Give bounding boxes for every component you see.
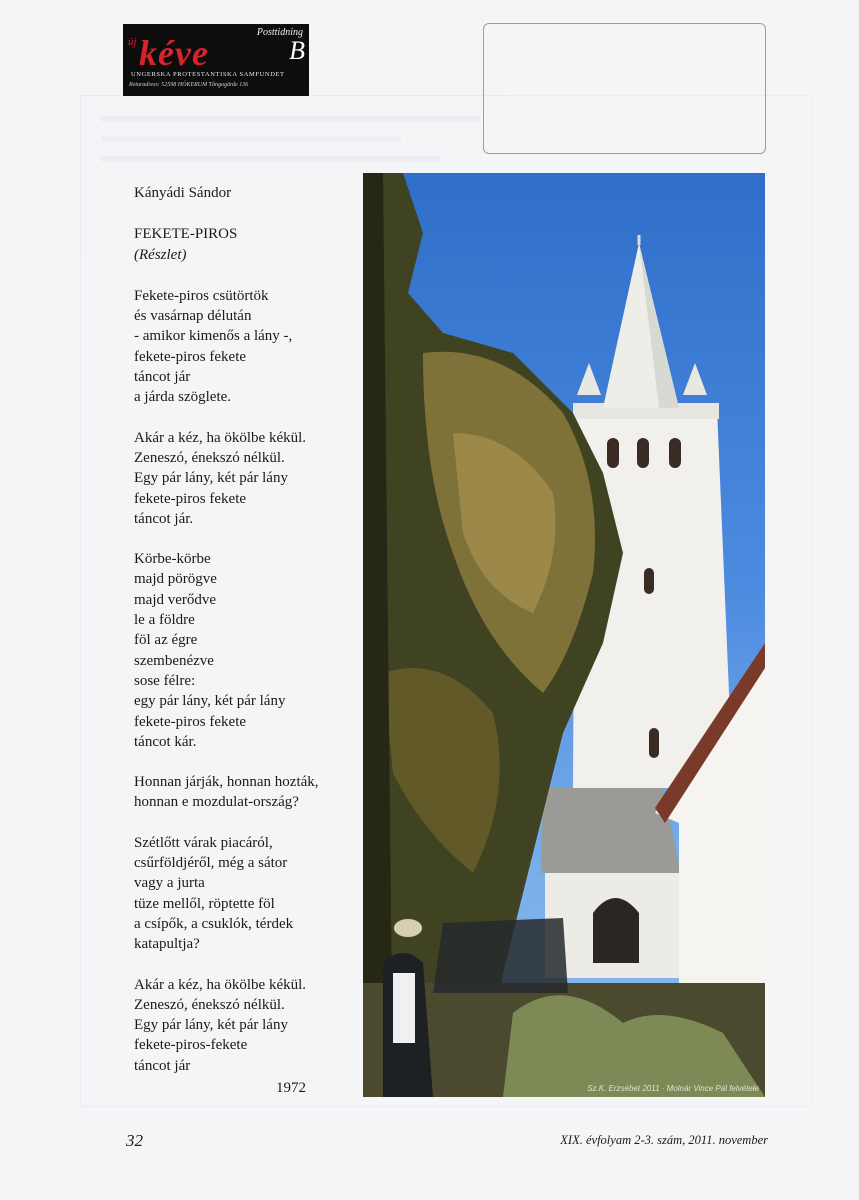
photo-caption: Sz.K. Erzsébet 2011 · Molnár Vince Pál felvétele <box>587 1084 759 1093</box>
poem-line: táncot jár <box>134 369 191 386</box>
logo-keve: kéve <box>139 33 209 73</box>
poem-line: Egy pár lány, két pár lány <box>134 470 288 487</box>
poem-line: majd verődve <box>134 591 217 608</box>
poem-line: Egy pár lány, két pár lány <box>134 1017 288 1034</box>
poem-line: Szétlőtt várak piacáról, <box>134 834 273 851</box>
poem-line: fekete-piros-fekete <box>134 1037 248 1054</box>
logo-organization: UNGERSKA PROTESTANTISKA SAMFUNDET <box>131 71 285 78</box>
logo-return-address: Returadress: 52598 HÖKERUM Tångagärde 136 <box>129 82 249 88</box>
poem-stanza <box>134 833 359 955</box>
poem-line: táncot jár <box>134 1057 191 1074</box>
poem-line: sose félre: <box>134 672 196 689</box>
poem-line: Zeneszó, énekszó nélkül. <box>134 996 285 1013</box>
footer-issue-info: XIX. évfolyam 2-3. szám, 2011. november <box>560 1133 768 1147</box>
uj-keve-logo <box>123 24 309 96</box>
church-tower-photo <box>363 173 765 1097</box>
poem-line: Akár a kéz, ha ökölbe kékül. <box>134 429 307 446</box>
poem-line: katapultja? <box>134 936 200 953</box>
poem-line: fekete-piros fekete <box>134 348 247 365</box>
poem-stanza <box>134 428 359 529</box>
poem-line: táncot jár. <box>134 510 194 527</box>
poem-line: le a földre <box>134 612 195 629</box>
poem-line: fekete-piros fekete <box>134 490 247 507</box>
poem-line: föl az égre <box>134 632 198 649</box>
poem-subtitle: (Részlet) <box>134 246 187 263</box>
poem-line: honnan e mozdulat-ország? <box>134 794 299 811</box>
poem-line: Körbe-körbe <box>134 551 211 568</box>
poem-stanza <box>134 975 359 1076</box>
poem-line: Zeneszó, énekszó nélkül. <box>134 449 285 466</box>
poem <box>134 183 359 1096</box>
logo-b-letter: B <box>289 36 305 65</box>
porch-arch <box>593 898 639 963</box>
poem-line: Akár a kéz, ha ökölbe kékül. <box>134 976 307 993</box>
poem-stanza <box>134 549 359 752</box>
poem-line: és vasárnap délután <box>134 308 252 325</box>
poem-line: egy pár lány, két pár lány <box>134 693 286 710</box>
poem-stanzas <box>134 286 359 1076</box>
poem-title: FEKETE-PIROS <box>134 226 238 243</box>
poem-line: a csípők, a csuklók, térdek <box>134 915 294 932</box>
poem-stanza <box>134 286 359 408</box>
church-photo-illustration <box>363 173 765 1097</box>
poem-line: tüze mellől, röptette föl <box>134 895 275 912</box>
logo-posttidning: Posttidning <box>256 27 303 38</box>
poem-line: csűrföldjéről, még a sátor <box>134 855 288 872</box>
poem-stanza <box>134 772 359 813</box>
poem-line: majd pörögve <box>134 571 217 588</box>
poem-line: táncot kár. <box>134 733 197 750</box>
footer-page-number: 32 <box>126 1131 143 1150</box>
poem-line: vagy a jurta <box>134 875 205 892</box>
logo-uj: új <box>128 36 137 48</box>
poem-author: Kányádi Sándor <box>134 185 232 201</box>
address-label-box <box>483 23 766 154</box>
crowd <box>433 918 568 993</box>
poem-line: a járda szöglete. <box>134 389 232 406</box>
poem-line: szembenézve <box>134 652 214 669</box>
poem-line: fekete-piros fekete <box>134 713 247 730</box>
poem-line: Honnan járják, honnan hozták, <box>134 774 319 791</box>
poem-year: 1972 <box>276 1080 306 1096</box>
poem-line: - amikor kimenős a lány -, <box>134 328 293 345</box>
poem-line: Fekete-piros csütörtök <box>134 287 269 304</box>
